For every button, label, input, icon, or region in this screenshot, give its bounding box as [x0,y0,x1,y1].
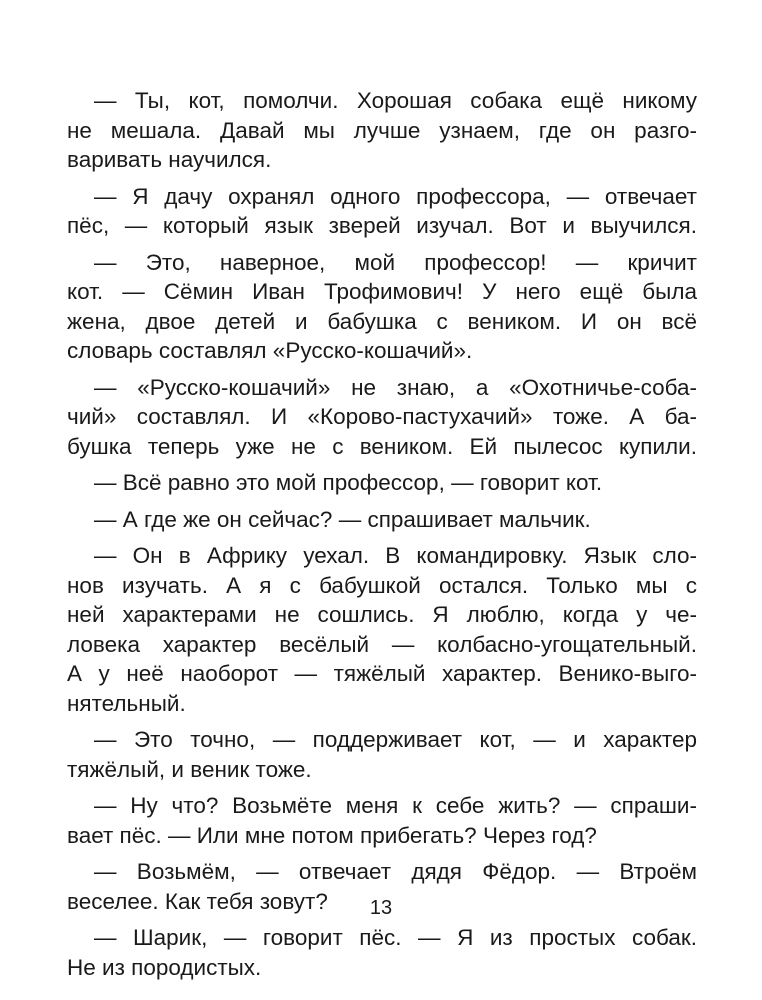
text-line: словарь составлял «Русско-кошачий». [67,338,473,363]
text-line: — Он в Африку уехал. В командировку. Язык сло- [94,543,697,568]
paragraph [67,468,697,498]
text-line: — Ну что? Возьмёте меня к себе жить? — спраши- [94,793,697,818]
text-line: нов изучать. А я с бабушкой остался. Только мы с [67,572,697,598]
text-line: тяжёлый, и веник тоже. [67,756,312,782]
story-text [67,86,697,989]
text-line: ловека характер весёлый — колбасно-угощательный. [67,631,697,657]
text-line: — Всё равно это мой профессор, — говорит кот. [94,470,603,495]
text-line: пёс, — который язык зверей изучал. Вот и выучился. [67,213,697,238]
paragraph [67,182,697,241]
paragraph [67,541,697,718]
text-line: ней характерами не сошлись. Я люблю, когда у че- [67,602,697,627]
text-line: не мешала. Давай мы лучше узнаем, где он разго- [67,117,697,143]
text-line: кот. — Сёмин Иван Трофимович! У него ещё была [67,279,697,304]
text-line: нятельный. [67,690,186,716]
text-line: — Возьмём, — отвечает дядя Фёдор. — Втроём [94,859,697,884]
text-line: жена, двое детей и бабушка с веником. И он всё [67,308,697,334]
page-number: 13 [369,897,393,919]
paragraph [67,373,697,462]
text-line: — Шарик, — говорит пёс. — Я из простых собак. [94,925,697,950]
paragraph [67,725,697,784]
text-line: варивать научился. [67,147,272,172]
paragraph [67,248,697,366]
text-line: веселее. Как тебя зовут? [67,888,328,914]
text-line: Не из породистых. [67,954,262,980]
text-line: А у неё наоборот — тяжёлый характер. Венико-выго- [67,661,697,686]
paragraph [67,86,697,175]
text-line: чий» составлял. И «Корово-пастухачий» тоже. А ба- [67,404,697,429]
text-line: — Это, наверное, мой профессор! — кричит [94,249,697,275]
paragraph [67,505,697,535]
text-line: — А где же он сейчас? — спрашивает мальчик. [94,506,591,532]
text-line: вает пёс. — Или мне потом прибегать? Через год? [67,822,597,848]
paragraph [67,923,697,982]
text-line: бушка теперь уже не с веником. Ей пылесос купили. [67,433,697,459]
paragraph [67,791,697,850]
text-line: — Я дачу охранял одного профессора, — отвечает [94,183,697,209]
text-line: — «Русско-кошачий» не знаю, а «Охотничье-соба- [94,374,697,400]
text-line: — Это точно, — поддерживает кот, — и характер [94,727,697,752]
text-line: — Ты, кот, помолчи. Хорошая собака ещё никому [94,88,697,113]
